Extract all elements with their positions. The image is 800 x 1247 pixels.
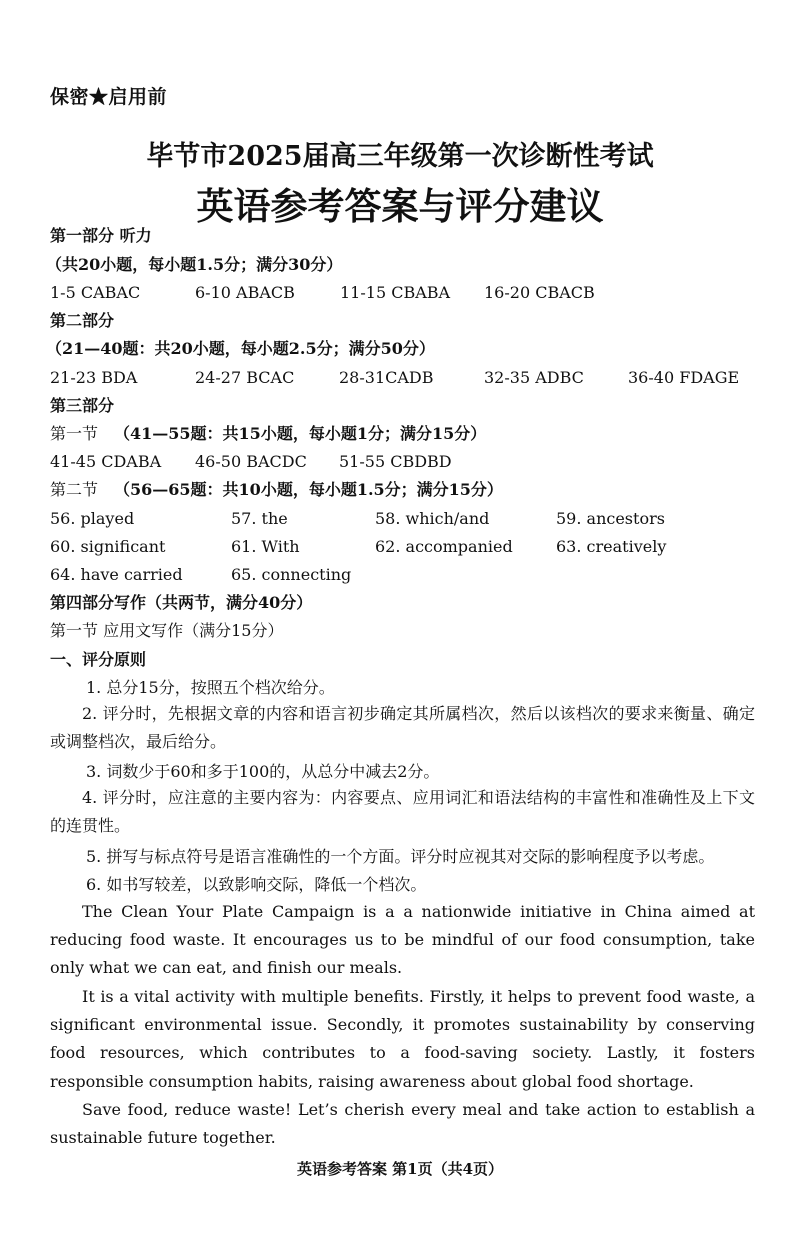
scoring-rule: 2. 评分时，先根据文章的内容和语言初步确定其所属档次，然后以该档次的要求来衡量、确定或调整档次，最后给分。 <box>50 704 755 752</box>
section-label: 第二节 <box>50 480 99 499</box>
part3-section2-heading <box>50 480 503 500</box>
answer-item: 57. the <box>231 509 288 528</box>
part3-section2-answer-row <box>50 565 770 585</box>
answer-group: 36-40 FDAGE <box>628 368 740 387</box>
answer-item: 62. accompanied <box>375 537 513 556</box>
answer-item: 60. significant <box>50 537 166 556</box>
scoring-rule: 6. 如书写较差，以致影响交际，降低一个档次。 <box>86 875 427 894</box>
answer-group: 32-35 ADBC <box>484 368 584 387</box>
answer-group: 6-10 ABACB <box>195 283 295 302</box>
section-scoring: （56—65题：共10小题，每小题1.5分；满分15分） <box>114 480 503 499</box>
exam-title: 毕节市2025届高三年级第一次诊断性考试 <box>146 141 654 172</box>
answer-item: 64. have carried <box>50 565 183 584</box>
section-scoring: （41—55题：共15小题，每小题1分；满分15分） <box>114 424 487 443</box>
section-label: 第一节 <box>50 424 99 443</box>
essay-paragraph: It is a vital activity with multiple benefits. Firstly, it helps to prevent food waste, a significant environmental issue. Secondly, it promotes sustainability by conserving food resources, which contributes to a food-saving society. Lastly, it fosters responsible consumption habits, raising awareness about global food shortage. <box>50 987 755 1091</box>
answer-group: 51-55 CBDBD <box>339 452 452 471</box>
answer-item: 61. With <box>231 537 300 556</box>
part3-section2-answer-row <box>50 537 770 557</box>
part3-section2-answer-row <box>50 509 770 529</box>
scoring-rule: 3. 词数少于60和多于100的，从总分中减去2分。 <box>86 762 440 781</box>
part4-section1-heading: 第一节 应用文写作（满分15分） <box>50 621 284 640</box>
answer-group: 24-27 BCAC <box>195 368 295 387</box>
essay-paragraph: Save food, reduce waste! Let’s cherish every meal and take action to establish a sustainable future together. <box>50 1100 755 1148</box>
part1-scoring: （共20小题，每小题1.5分；满分30分） <box>46 255 343 274</box>
scoring-rule: 5. 拼写与标点符号是语言准确性的一个方面。评分时应视其对交际的影响程度予以考虑。 <box>86 847 715 866</box>
part3-heading: 第三部分 <box>50 396 115 415</box>
answer-group: 28-31CADB <box>339 368 434 387</box>
part2-heading: 第二部分 <box>50 311 115 330</box>
answer-group: 46-50 BACDC <box>195 452 307 471</box>
answer-group: 11-15 CBABA <box>340 283 451 302</box>
part4-heading: 第四部分写作（共两节，满分40分） <box>50 593 313 612</box>
answer-group: 16-20 CBACB <box>484 283 595 302</box>
principles-heading: 一、评分原则 <box>50 650 147 669</box>
essay-paragraph: The Clean Your Plate Campaign is a a nationwide initiative in China aimed at reducing food waste. It encourages us to be mindful of our food consumption, take only what we can eat, and finish our meals. <box>50 902 755 978</box>
part2-answer-row <box>50 368 770 388</box>
answer-item: 65. connecting <box>231 565 352 584</box>
answer-group: 41-45 CDABA <box>50 452 162 471</box>
part1-answer-row <box>50 283 770 303</box>
scoring-rule: 1. 总分15分，按照五个档次给分。 <box>86 678 335 697</box>
page-footer: 英语参考答案 第1页（共4页） <box>296 1160 504 1178</box>
part2-scoring: （21—40题：共20小题，每小题2.5分；满分50分） <box>46 339 435 358</box>
answer-group: 1-5 CABAC <box>50 283 141 302</box>
confidential-label: 保密★启用前 <box>50 86 168 108</box>
scoring-rule: 4. 评分时，应注意的主要内容为：内容要点、应用词汇和语法结构的丰富性和准确性及上下文的连贯性。 <box>50 788 755 836</box>
answer-item: 63. creatively <box>556 537 667 556</box>
part3-section1-heading <box>50 424 486 444</box>
document-title: 英语参考答案与评分建议 <box>196 184 604 228</box>
answer-item: 58. which/and <box>375 509 490 528</box>
answer-group: 21-23 BDA <box>50 368 138 387</box>
answer-item: 59. ancestors <box>556 509 665 528</box>
answer-item: 56. played <box>50 509 135 528</box>
part3-section1-answer-row <box>50 452 770 472</box>
part1-heading: 第一部分 听力 <box>50 226 152 245</box>
